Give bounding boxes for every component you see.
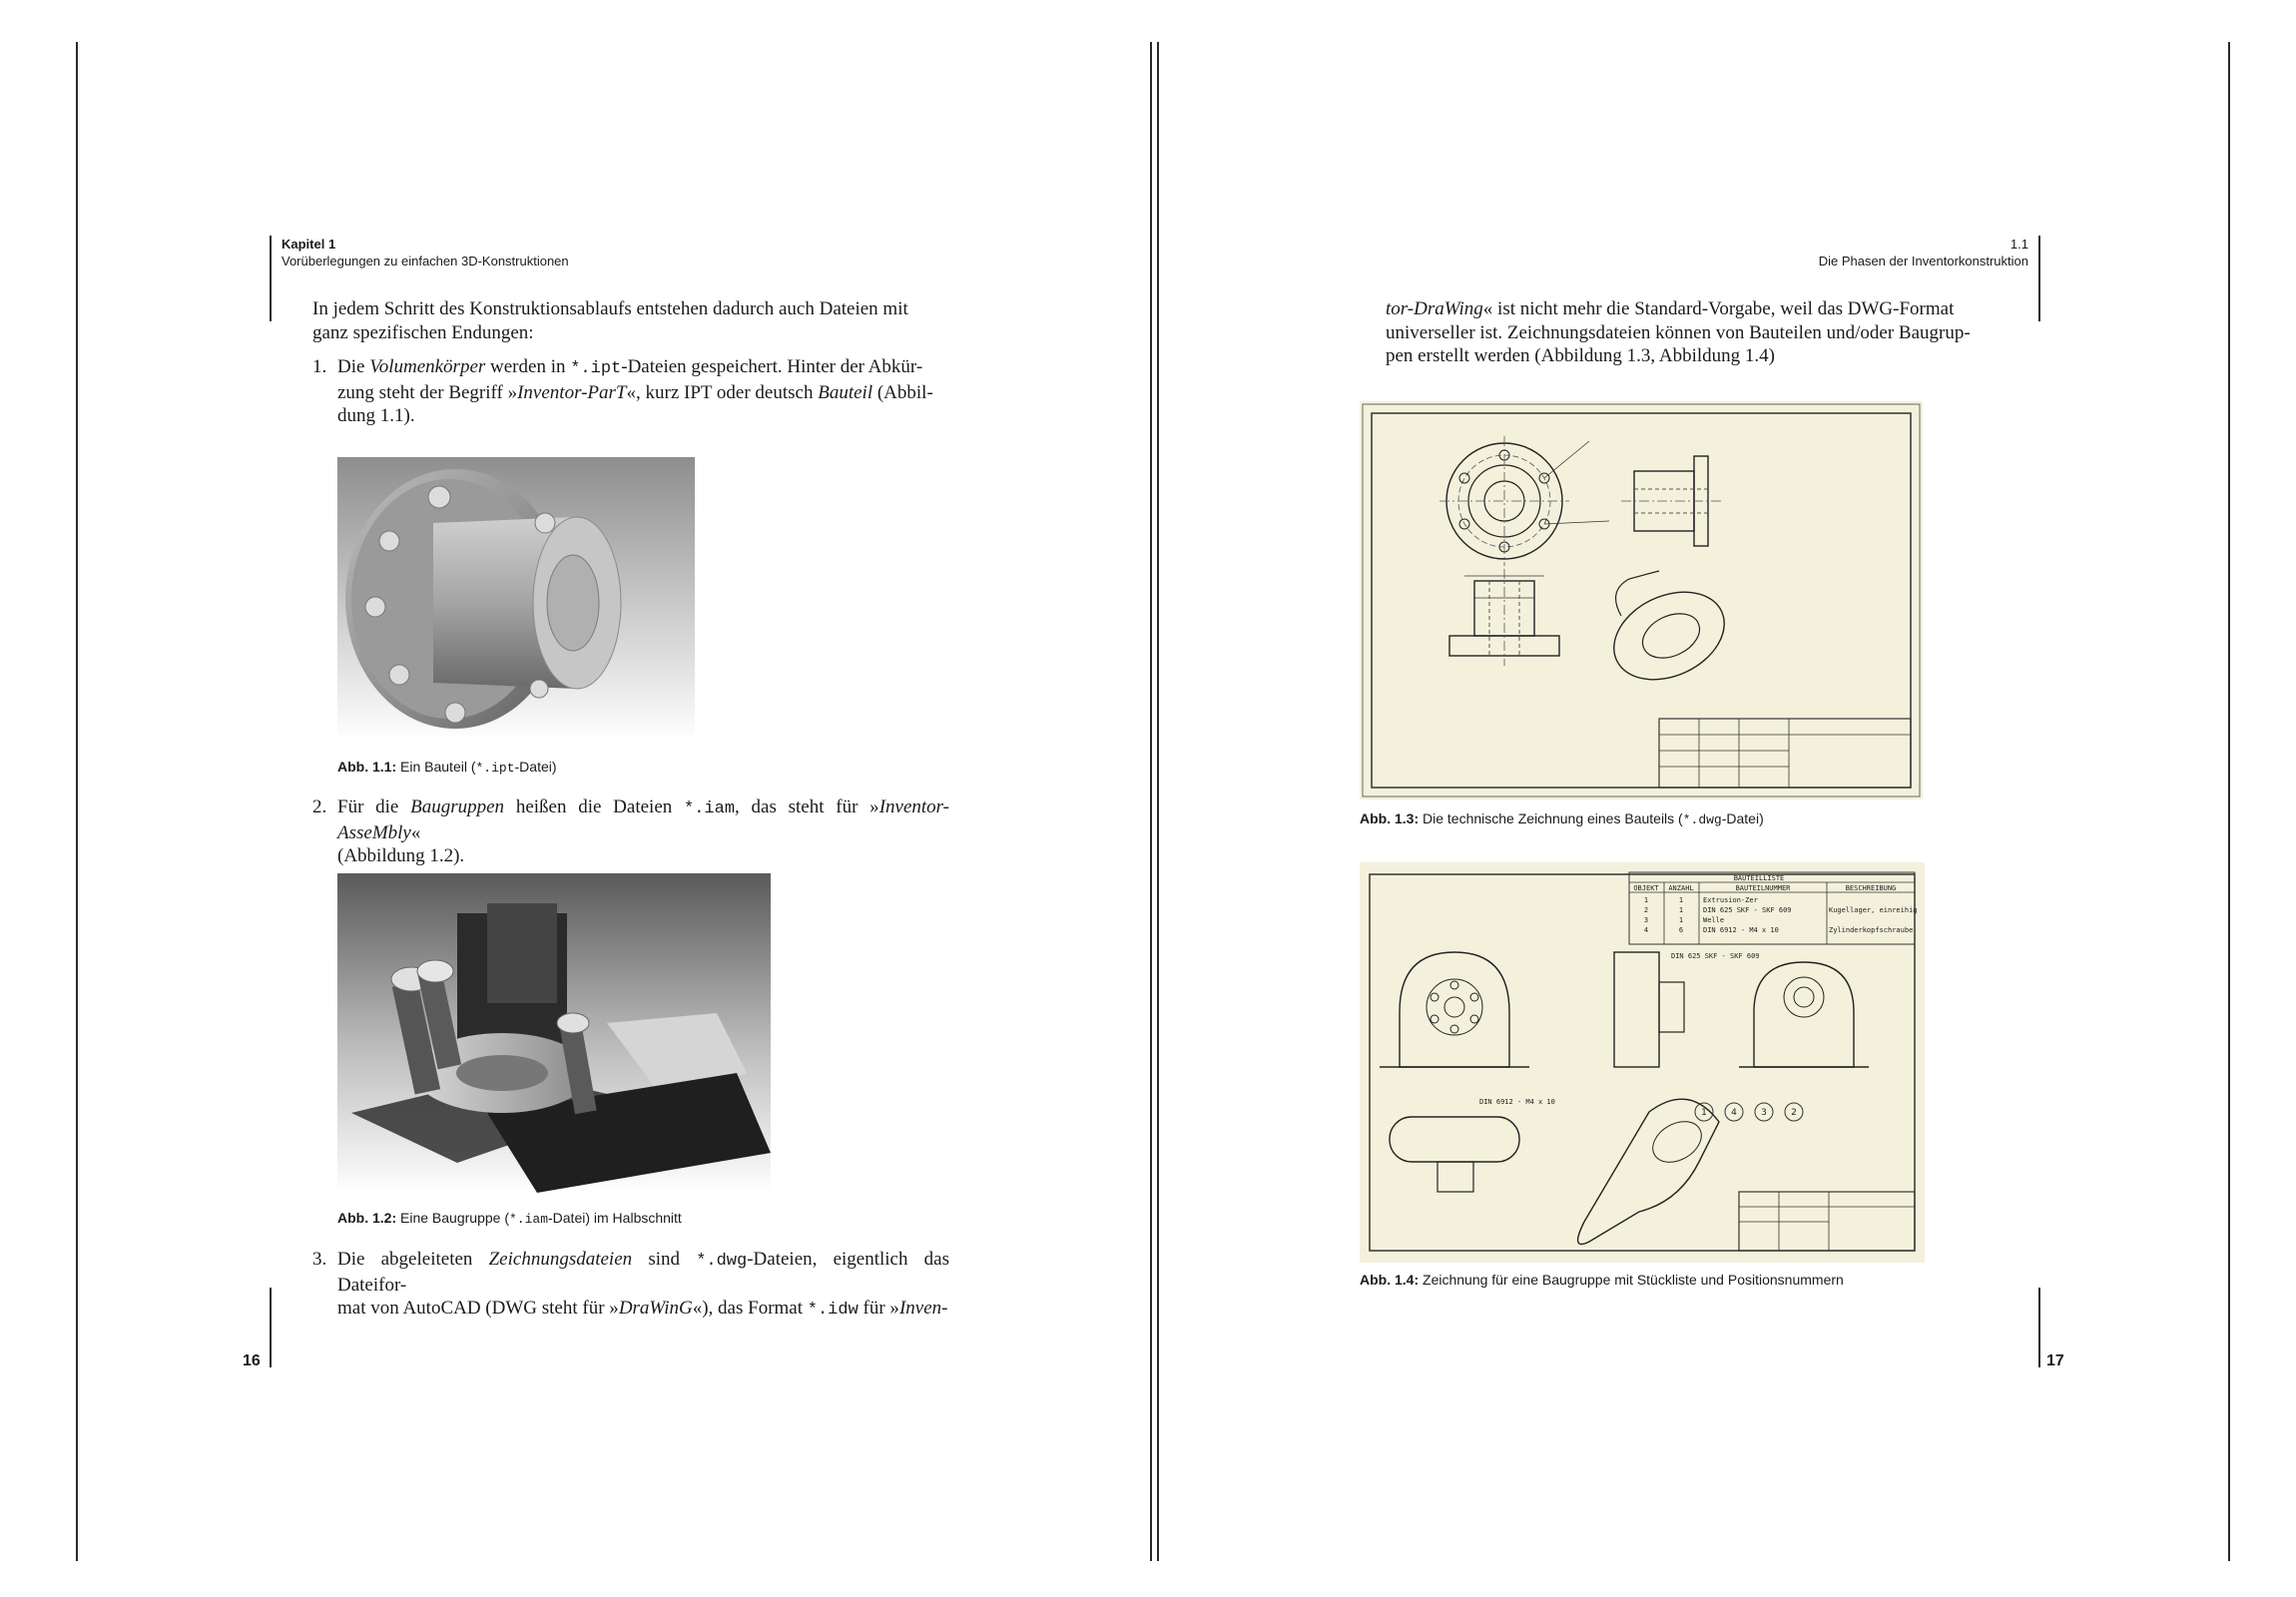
item3-line: Die abgeleiteten Zeichnungsdateien sind *.dwg-Dateien, eigentlich das Dateifor- (337, 1249, 949, 1296)
gutter-line-right (1157, 42, 1159, 1561)
bom-header: BAUTEILNUMMER (1735, 884, 1791, 892)
bom-cell: 2 (1643, 906, 1649, 914)
bom-title: BAUTEILLISTE (1733, 874, 1785, 882)
balloon-label: 1 (1701, 1108, 1707, 1118)
balloon-label: 4 (1731, 1108, 1737, 1118)
left-header-rule (270, 236, 272, 321)
drawing-note: DIN 625 SKF - SKF 609 (1671, 952, 1760, 960)
page-edge-right (2228, 42, 2230, 1561)
item1-line: dung 1.1). (337, 405, 415, 426)
bom-cell: 1 (1643, 896, 1649, 904)
assembly-section-icon (337, 873, 771, 1193)
list-item-2 (312, 796, 949, 868)
flange-part-icon (337, 457, 695, 741)
cont-line: tor-DraWing« ist nicht mehr die Standard-Vorgabe, weil das DWG-Format (1386, 298, 1955, 319)
item2-line: Für die Baugruppen heißen die Dateien *.iam, das steht für »Inventor-AsseMbly« (337, 797, 950, 843)
right-footer-rule (2038, 1288, 2040, 1367)
figure-4-caption: Abb. 1.4: Zeichnung für eine Baugruppe mit Stückliste und Positionsnummern (1360, 1272, 1844, 1288)
gutter-line-left (1150, 42, 1152, 1561)
bom-cell: Welle (1703, 916, 1725, 924)
bom-cell: 3 (1643, 916, 1649, 924)
bom-cell: 6 (1678, 926, 1684, 934)
right-running-header (1697, 236, 2028, 269)
list-number: 3. (312, 1249, 327, 1270)
figure-assembly-drawing (1360, 862, 1925, 1263)
left-footer-rule (270, 1288, 272, 1367)
section-number: 1.1 (2009, 237, 2028, 252)
continuation-paragraph (1386, 297, 1997, 368)
page-number-left: 16 (243, 1352, 261, 1369)
bom-header: BESCHREIBUNG (1845, 884, 1897, 892)
intro-line: ganz spezifischen Endungen: (312, 321, 534, 343)
assembly-drawing-icon (1360, 862, 1925, 1263)
intro-paragraph (312, 297, 949, 344)
page-number-right: 17 (2046, 1352, 2064, 1369)
figure-3-caption: Abb. 1.3: Die technische Zeichnung eines Bauteils (*.dwg-Datei) (1360, 810, 1764, 827)
intro-line: In jedem Schritt des Konstruktionsablaufs entstehen dadurch auch Dateien mit (312, 298, 908, 319)
bom-header: OBJEKT (1633, 884, 1659, 892)
list-item-3 (312, 1248, 949, 1323)
bom-cell: Kugellager, einreihig (1829, 906, 1918, 914)
figure-1-caption: Abb. 1.1: Ein Bauteil (*.ipt-Datei) (337, 759, 557, 776)
section-title: Die Phasen der Inventorkonstruktion (1818, 254, 2028, 268)
list-number: 1. (312, 356, 327, 377)
bom-cell: 1 (1678, 896, 1684, 904)
bom-cell: Extrusion-Zer (1703, 896, 1758, 904)
bom-cell: 4 (1643, 926, 1649, 934)
bom-cell: 1 (1678, 916, 1684, 924)
balloon-label: 2 (1791, 1108, 1797, 1118)
list-item-1 (312, 355, 949, 428)
bom-cell: DIN 6912 - M4 x 10 (1703, 926, 1779, 934)
item1-line: Die Volumenkörper werden in *.ipt-Dateien gespeichert. Hinter der Abkür- (337, 356, 923, 378)
list-number: 2. (312, 797, 327, 817)
drawing-note: DIN 6912 - M4 x 10 (1479, 1098, 1555, 1106)
chapter-label: Kapitel 1 (282, 237, 336, 252)
figure-part-render (337, 457, 695, 741)
bom-cell: DIN 625 SKF - SKF 609 (1703, 906, 1792, 914)
cont-line: universeller ist. Zeichnungsdateien können von Bauteilen und/oder Baugrup- (1386, 321, 1971, 343)
bom-cell: Zylinderkopfschraube (1829, 926, 1914, 934)
chapter-subtitle: Vorüberlegungen zu einfachen 3D-Konstruktionen (282, 254, 569, 268)
figure-2-caption: Abb. 1.2: Eine Baugruppe (*.iam-Datei) im Halbschnitt (337, 1210, 682, 1227)
cont-line: pen erstellt werden (Abbildung 1.3, Abbildung 1.4) (1386, 345, 1775, 366)
balloon-label: 3 (1761, 1108, 1767, 1118)
page-edge-left (76, 42, 78, 1561)
part-drawing-icon (1360, 401, 1923, 799)
item1-line: zung steht der Begriff »Inventor-ParT«, kurz IPT oder deutsch Bauteil (Abbil- (337, 381, 933, 403)
bom-header: ANZAHL (1668, 884, 1694, 892)
right-header-rule (2038, 236, 2040, 321)
figure-part-drawing (1360, 401, 1923, 799)
bom-cell: 1 (1678, 906, 1684, 914)
figure-assembly-render (337, 873, 771, 1193)
item2-line: (Abbildung 1.2). (337, 845, 465, 866)
item3-line: mat von AutoCAD (DWG steht für »DraWinG«), das Format *.idw für »Inven- (337, 1298, 948, 1320)
left-running-header (282, 236, 569, 269)
